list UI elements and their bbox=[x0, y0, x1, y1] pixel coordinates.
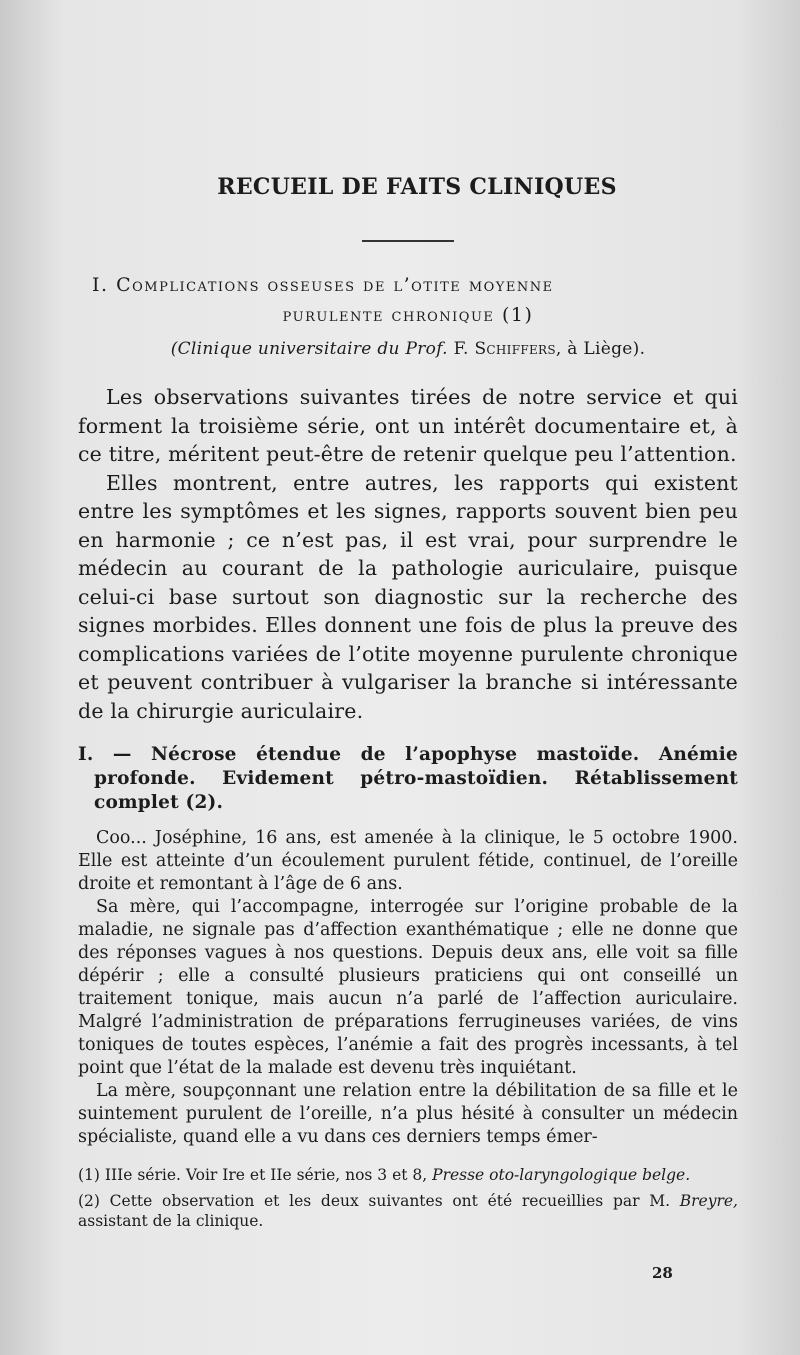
page-title: RECUEIL DE FAITS CLINIQUES bbox=[217, 174, 617, 200]
footnote-1-journal: Presse oto-laryngologique belge. bbox=[432, 1166, 691, 1184]
case-paragraph-1: Coo... Joséphine, 16 ans, est amenée à la clinique, le 5 octobre 1900. Elle est atteinte d’un écoulement purulent fétide, continuel, de l’oreille droite et remontant à l’âge de 6 ans. bbox=[78, 828, 738, 894]
case-body bbox=[78, 827, 738, 1149]
title-divider bbox=[362, 240, 454, 242]
footnote-2 bbox=[78, 1191, 738, 1231]
clinic-professor-name: Schiffers bbox=[474, 339, 556, 359]
case-paragraph-2: Sa mère, qui l’accompagne, interrogée sur l’origine probable de la maladie, ne signale pas d’affection exanthématique ; elle ne donne que des réponses vagues à nos questions. Depuis deux ans, elle voit sa fille dépérir ; elle a consulté plusieurs praticiens qui ont conseillé un traitement tonique, mais aucun n’a parlé de l’affection auriculaire. Malgré l’administration de préparations ferrugineuses variées, de vins toniques de toutes espèces, l’anémie a fait des progrès incessants, à tel point que l’état de la malade est devenu très inquiétant. bbox=[78, 897, 738, 1078]
clinic-attribution-italic: (Clinique universitaire du Prof. bbox=[170, 339, 448, 359]
intro-paragraph-1: Les observations suivantes tirées de notre service et qui forment la troisième série, ont un intérêt documentaire et, à ce titre, méritent peut-être de retenir quelque peu l’attention. bbox=[78, 385, 738, 466]
footnotes bbox=[78, 1165, 738, 1231]
case-heading: I. — Nécrose étendue de l’apophyse mastoïde. Anémie profonde. Evidement pétro-mastoïdien. Rétablissement complet (2). bbox=[78, 744, 738, 813]
footnote-1 bbox=[78, 1165, 738, 1185]
clinic-attribution bbox=[78, 339, 738, 359]
section-heading bbox=[78, 270, 738, 330]
section-title-line1: Complications osseuses de l’otite moyenne bbox=[116, 274, 554, 296]
page-content bbox=[78, 168, 738, 1237]
footnote-1-text: (1) IIIe série. Voir Ire et IIe série, nos 3 et 8, bbox=[78, 1166, 428, 1184]
case-paragraph-3: La mère, soupçonnant une relation entre la débilitation de sa fille et le suintement purulent de l’oreille, n’a plus hésité à consulter un médecin spécialiste, quand elle a vu dans ces derniers temps émer- bbox=[78, 1081, 738, 1147]
clinic-initial: F. bbox=[453, 339, 469, 359]
footnote-2-name: Breyre, bbox=[679, 1192, 738, 1210]
section-heading-line1 bbox=[92, 270, 738, 300]
clinic-location: , à Liège). bbox=[555, 339, 646, 359]
page-number: 28 bbox=[652, 1264, 673, 1282]
intro-paragraph-2: Elles montrent, entre autres, les rapports qui existent entre les symptômes et les signes, rapports souvent bien peu en harmonie ; ce n’est pas, il est vrai, pour surprendre le médecin au courant de la pathologie auriculaire, puisque celui-ci base surtout son diagnostic sur la recherche des signes morbides. Elles donnent une fois de plus la preuve des complications variées de l’otite moyenne purulente chronique et peuvent contribuer à vulgariser la branche si intéressante de la chirurgie auriculaire. bbox=[78, 470, 738, 723]
footnote-2-text-b: assistant de la clinique. bbox=[78, 1212, 264, 1230]
section-title-line2: purulente chronique (1) bbox=[282, 304, 534, 326]
footnote-2-text-a: (2) Cette observation et les deux suivantes ont été recueillies par M. bbox=[78, 1192, 671, 1210]
introduction bbox=[78, 383, 738, 725]
section-number: I. bbox=[92, 274, 109, 296]
